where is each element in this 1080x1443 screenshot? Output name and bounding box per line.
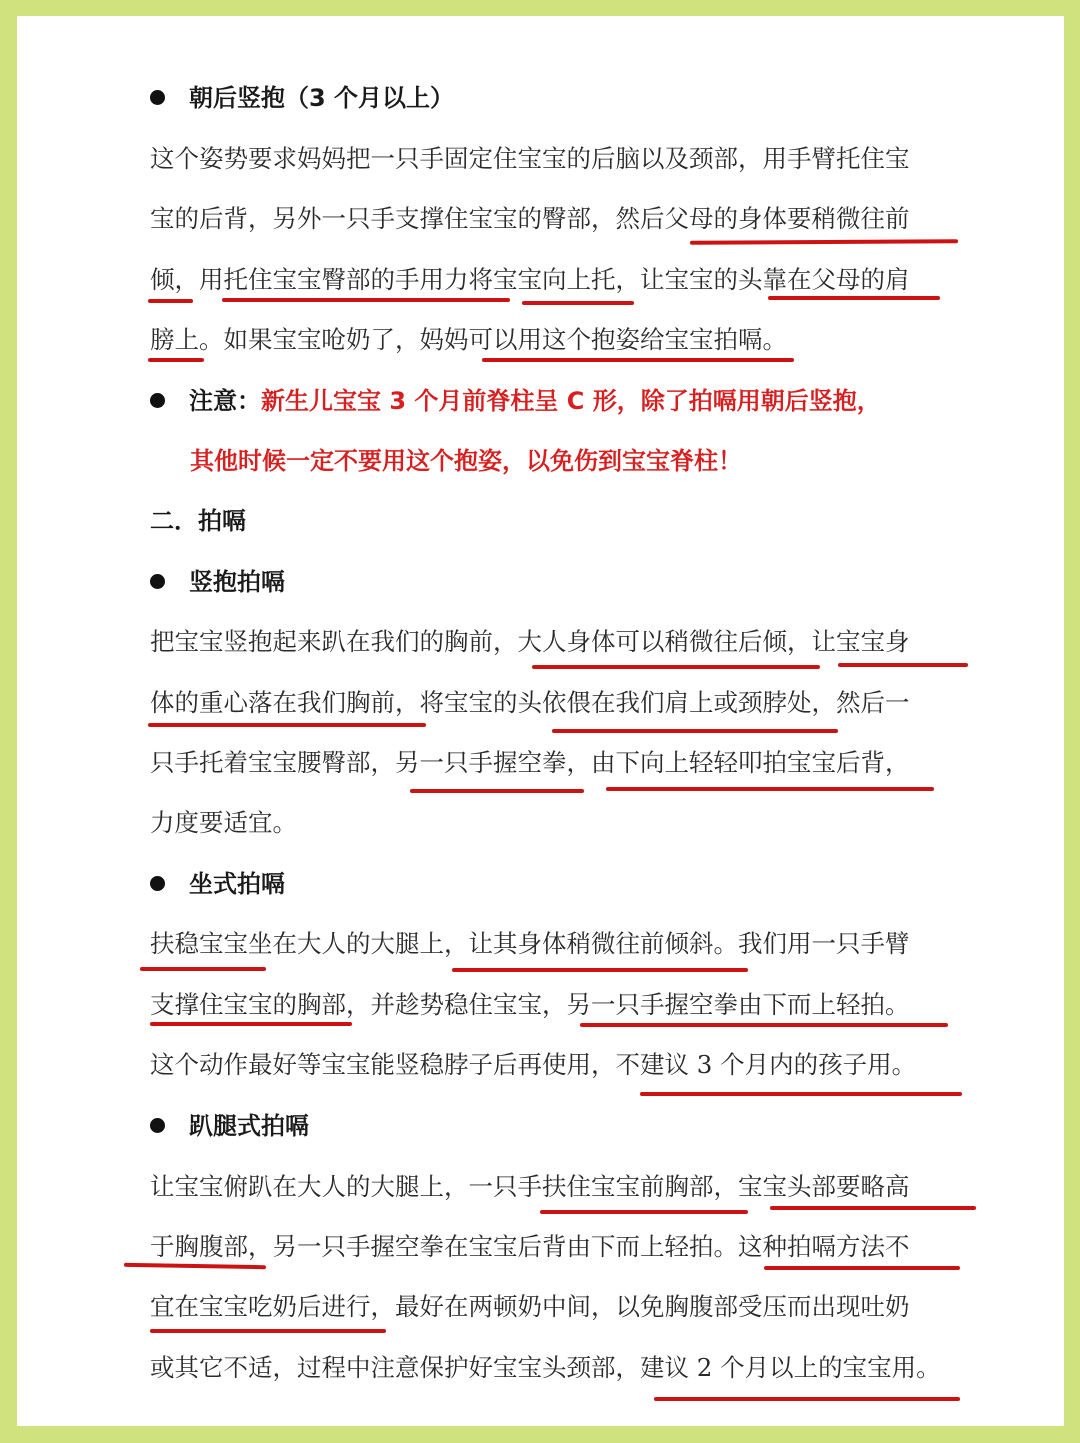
red-underline xyxy=(522,301,634,305)
heading-text: 坐式拍嗝 xyxy=(189,870,285,898)
paragraph-line: 于胸腹部，另一只手握空拳在宝宝后背由下而上轻拍。这种拍嗝方法不 xyxy=(150,1232,910,1261)
paragraph-line: 这个动作最好等宝宝能竖稳脖子后再使用，不建议 3 个月内的孩子用。 xyxy=(150,1050,917,1079)
red-underline xyxy=(410,789,584,793)
paragraph-line: 这个姿势要求妈妈把一只手固定住宝宝的后脑以及颈部，用手臂托住宝 xyxy=(150,144,910,173)
section-heading-vertical-burp xyxy=(150,564,285,600)
red-underline xyxy=(222,298,510,302)
red-underline xyxy=(640,1092,962,1096)
heading-text: 竖抱拍嗝 xyxy=(189,568,285,596)
bullet-icon xyxy=(150,393,165,408)
red-underline xyxy=(838,663,968,667)
red-underline xyxy=(452,968,748,972)
paragraph-line: 膀上。如果宝宝呛奶了，妈妈可以用这个抱姿给宝宝拍嗝。 xyxy=(150,325,787,354)
paragraph-line: 支撑住宝宝的胸部，并趁势稳住宝宝，另一只手握空拳由下而上轻拍。 xyxy=(150,990,910,1019)
paragraph-line: 力度要适宜。 xyxy=(150,808,297,837)
paragraph-line: 体的重心落在我们胸前，将宝宝的头依偎在我们肩上或颈脖处，然后一 xyxy=(150,688,910,717)
red-underline xyxy=(552,729,838,733)
red-underline xyxy=(768,296,940,300)
red-underline xyxy=(606,787,934,791)
section-heading-sitting-burp xyxy=(150,866,285,902)
paragraph-line: 让宝宝俯趴在大人的大腿上，一只手扶住宝宝前胸部，宝宝头部要略高 xyxy=(150,1172,910,1201)
red-underline xyxy=(148,358,204,362)
red-underline xyxy=(150,1329,386,1333)
red-underline xyxy=(148,299,193,303)
paragraph-line: 或其它不适，过程中注意保护好宝宝头颈部，建议 2 个月以上的宝宝用。 xyxy=(150,1353,941,1382)
red-underline xyxy=(764,1266,960,1270)
note-text: 新生儿宝宝 3 个月前脊柱呈 C 形，除了拍嗝用朝后竖抱， xyxy=(261,387,881,415)
note-label: 注意： xyxy=(189,387,261,415)
bullet-icon xyxy=(150,90,165,105)
paragraph-line: 扶稳宝宝坐在大人的大腿上，让其身体稍微往前倾斜。我们用一只手臂 xyxy=(150,929,910,958)
section-heading-lap-burp xyxy=(150,1108,309,1144)
section-heading-rear-hold xyxy=(150,80,454,116)
paragraph-line: 宜在宝宝吃奶后进行，最好在两顿奶中间，以免胸腹部受压而出现吐奶 xyxy=(150,1292,910,1321)
section-title: 二．拍嗝 xyxy=(150,507,246,535)
red-underline xyxy=(580,1023,948,1027)
paragraph-line: 宝的后背，另外一只手支撑住宝宝的臀部，然后父母的身体要稍微往前 xyxy=(150,204,910,233)
bullet-icon xyxy=(150,1118,165,1133)
paragraph-line: 只手托着宝宝腰臀部，另一只手握空拳，由下向上轻轻叩拍宝宝后背， xyxy=(150,748,910,777)
red-underline xyxy=(654,1397,960,1401)
bullet-icon xyxy=(150,574,165,589)
red-underline xyxy=(150,1022,352,1026)
red-underline xyxy=(532,665,820,669)
note-text-continued: 其他时候一定不要用这个抱姿，以免伤到宝宝脊柱！ xyxy=(190,447,742,475)
red-underline xyxy=(482,358,794,362)
red-underline xyxy=(770,1206,976,1210)
red-underline xyxy=(540,1210,748,1214)
paragraph-line: 倾，用托住宝宝臀部的手用力将宝宝向上托，让宝宝的头靠在父母的肩 xyxy=(150,265,910,294)
red-underline xyxy=(140,967,266,971)
bullet-icon xyxy=(150,876,165,891)
paragraph-line: 把宝宝竖抱起来趴在我们的胸前，大人身体可以稍微往后倾，让宝宝身 xyxy=(150,627,910,656)
red-underline xyxy=(148,723,426,727)
heading-text: 朝后竖抱（3 个月以上） xyxy=(189,84,455,112)
note-line xyxy=(150,383,881,419)
heading-text: 趴腿式拍嗝 xyxy=(189,1112,309,1140)
